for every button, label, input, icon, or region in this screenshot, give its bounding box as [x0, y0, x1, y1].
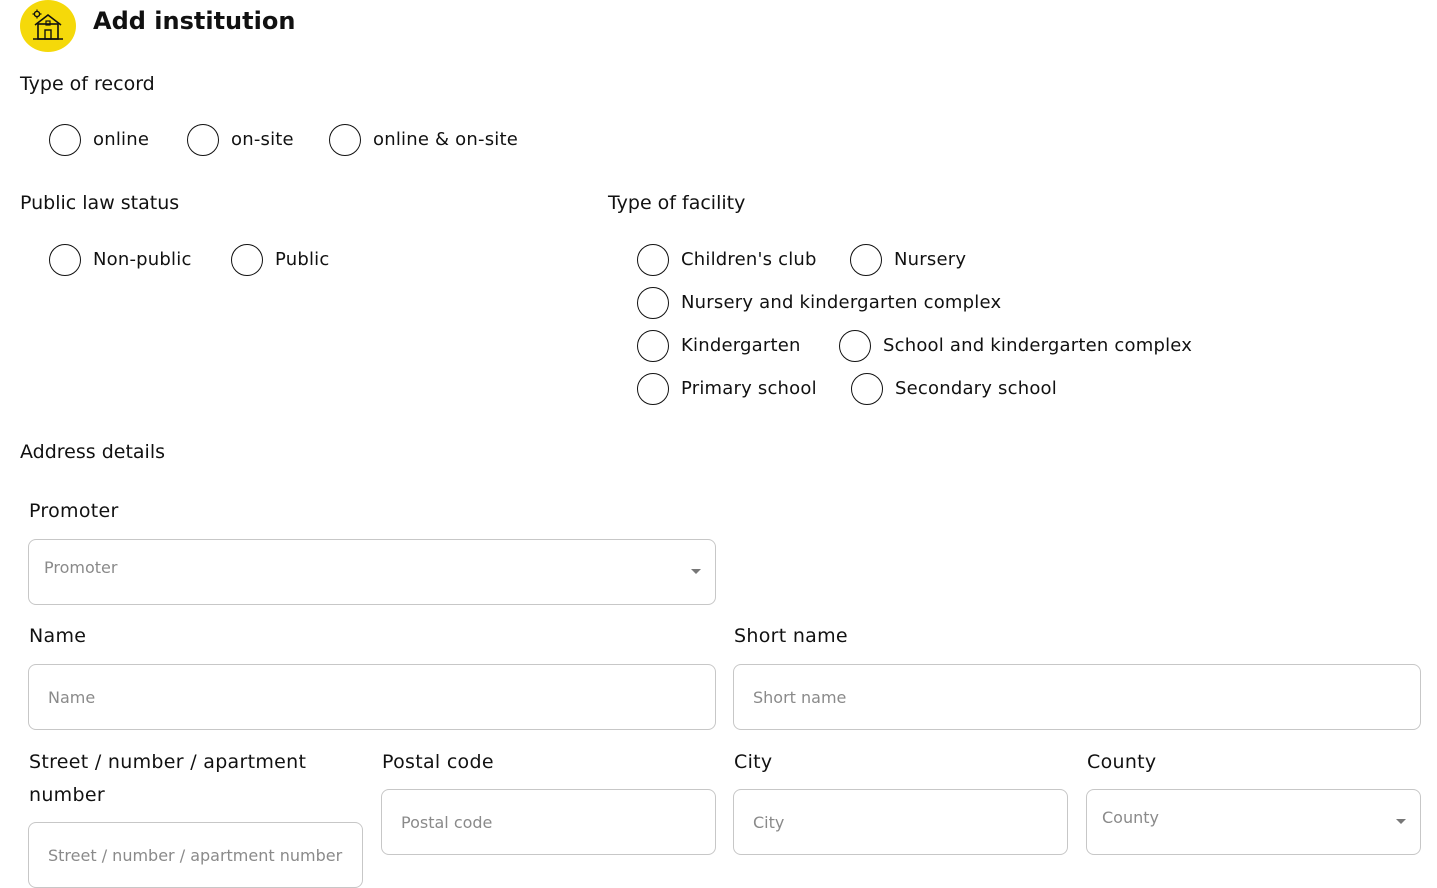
promoter-label: Promoter [29, 500, 119, 522]
title-icon-badge [20, 0, 76, 52]
radio-childrens-club[interactable] [637, 244, 817, 276]
city-label: City [734, 751, 773, 773]
street-field[interactable] [28, 822, 363, 888]
radio-label: Secondary school [895, 378, 1057, 399]
radio-label: online & on-site [373, 129, 519, 150]
facility-heading: Type of facility [608, 192, 746, 214]
radio-label: on-site [231, 129, 294, 150]
radio-circle[interactable] [839, 330, 871, 362]
short-name-input[interactable] [734, 665, 1420, 729]
radio-label: Nursery and kindergarten complex [681, 292, 1002, 313]
radio-circle[interactable] [187, 124, 219, 156]
chevron-down-icon[interactable] [691, 569, 701, 574]
promoter-placeholder: Promoter [44, 558, 118, 577]
radio-label: Non-public [93, 249, 192, 270]
radio-label: Children's club [681, 249, 817, 270]
radio-circle[interactable] [231, 244, 263, 276]
radio-circle[interactable] [637, 373, 669, 405]
radio-circle[interactable] [49, 244, 81, 276]
postal-code-input[interactable] [382, 790, 715, 854]
name-label: Name [29, 625, 87, 647]
city-field[interactable] [733, 789, 1068, 855]
radio-label: Nursery [894, 249, 967, 270]
radio-label: Primary school [681, 378, 817, 399]
postal-code-label: Postal code [382, 751, 494, 773]
radio-label: online [93, 129, 150, 150]
county-select[interactable] [1086, 789, 1421, 855]
short-name-field[interactable] [733, 664, 1421, 730]
radio-record-on-site[interactable] [187, 124, 294, 156]
city-input[interactable] [734, 790, 1067, 854]
public-law-heading: Public law status [20, 192, 180, 214]
promoter-select[interactable] [28, 539, 716, 605]
radio-circle[interactable] [851, 373, 883, 405]
radio-record-online[interactable] [49, 124, 149, 156]
radio-nursery[interactable] [850, 244, 966, 276]
radio-secondary-school[interactable] [851, 373, 1057, 405]
radio-circle[interactable] [329, 124, 361, 156]
radio-label: Public [275, 249, 330, 270]
radio-record-online-and-on-site[interactable] [329, 124, 518, 156]
radio-circle[interactable] [637, 244, 669, 276]
radio-primary-school[interactable] [637, 373, 817, 405]
street-input[interactable] [29, 823, 362, 887]
radio-circle[interactable] [49, 124, 81, 156]
page-title: Add institution [93, 7, 296, 35]
radio-school-kindergarten-complex[interactable] [839, 330, 1192, 362]
county-label: County [1087, 751, 1157, 773]
address-heading: Address details [20, 441, 166, 463]
radio-circle[interactable] [637, 330, 669, 362]
county-placeholder: County [1102, 808, 1159, 827]
short-name-label: Short name [734, 625, 848, 647]
radio-circle[interactable] [850, 244, 882, 276]
radio-label: Kindergarten [681, 335, 801, 356]
radio-circle[interactable] [637, 287, 669, 319]
chevron-down-icon[interactable] [1396, 819, 1406, 824]
radio-nursery-kindergarten-complex[interactable] [637, 287, 1001, 319]
name-input[interactable] [29, 665, 715, 729]
street-label: Street / number / apartment number [29, 751, 307, 806]
radio-label: School and kindergarten complex [883, 335, 1193, 356]
postal-code-field[interactable] [381, 789, 716, 855]
radio-non-public[interactable] [49, 244, 192, 276]
house-settings-icon [32, 8, 64, 42]
radio-kindergarten[interactable] [637, 330, 801, 362]
radio-public[interactable] [231, 244, 329, 276]
name-field[interactable] [28, 664, 716, 730]
record-type-heading: Type of record [20, 73, 155, 95]
